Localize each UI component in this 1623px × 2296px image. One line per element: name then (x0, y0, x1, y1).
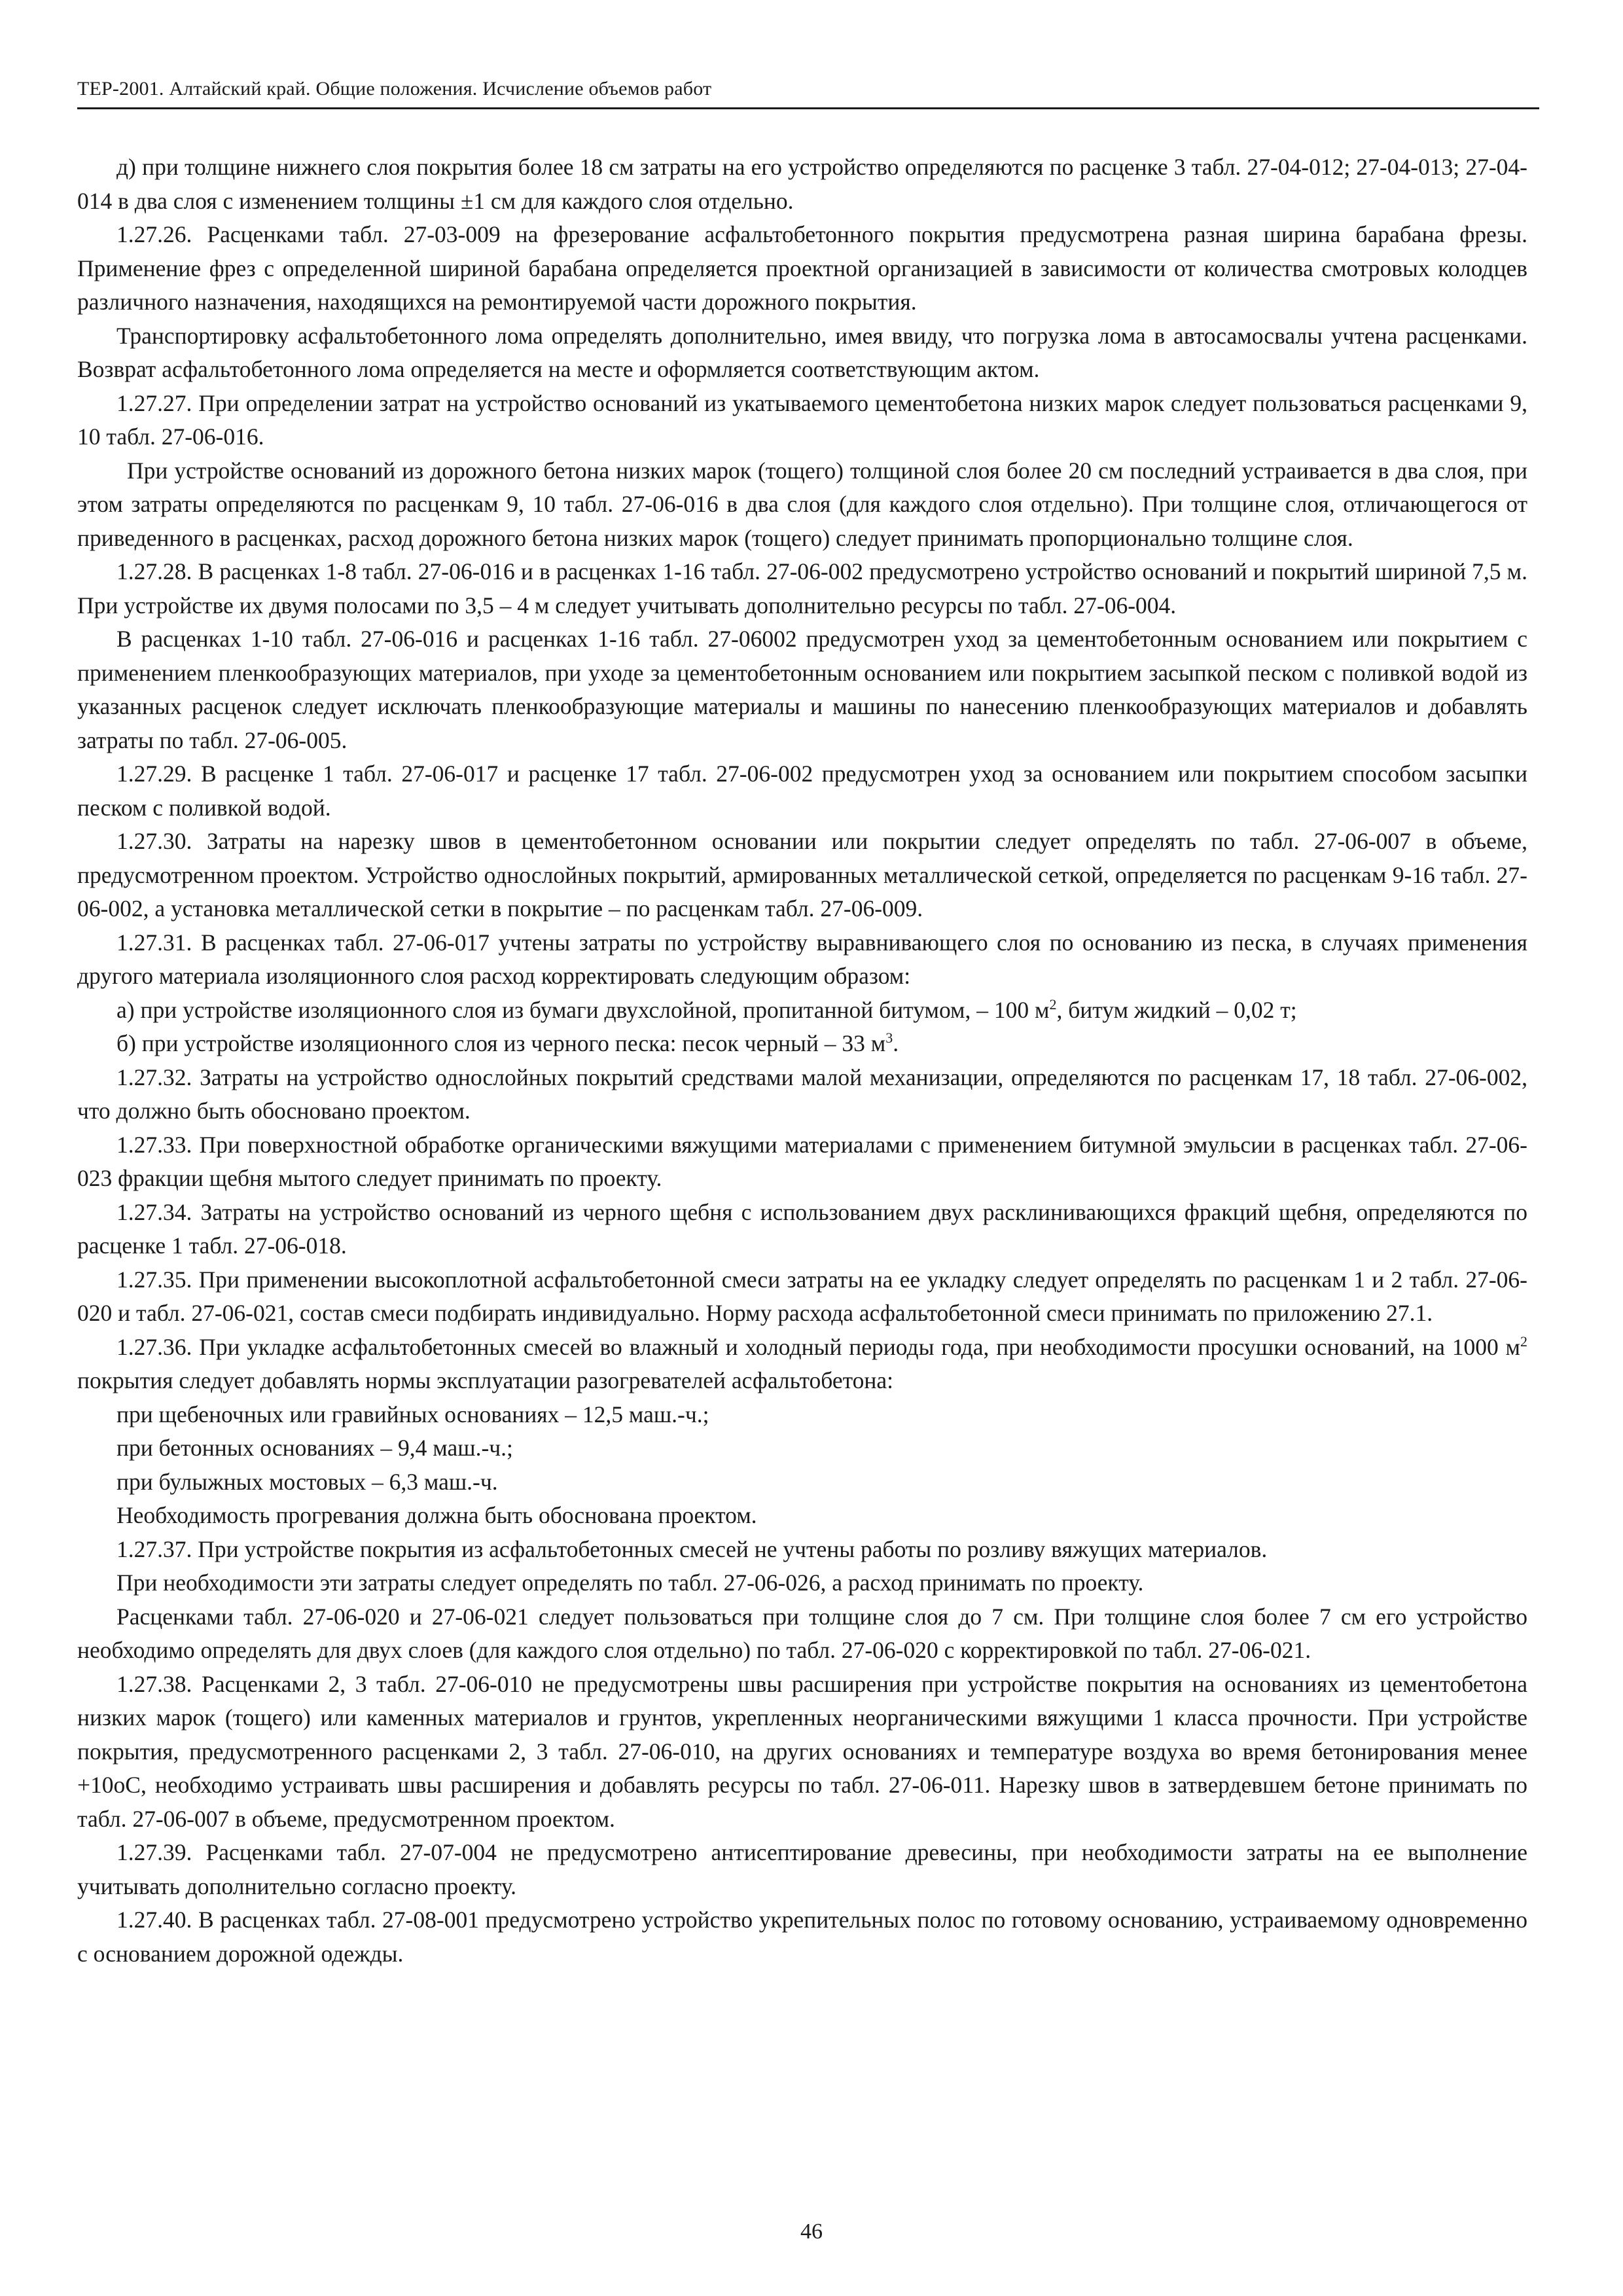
list-item-a (77, 994, 1527, 1028)
paragraph: 1.27.31. В расценках табл. 27-06-017 учтены затраты по устройству выравнивающего слоя по основанию из песка, в случаях применения другого материала изоляционного слоя расход корректировать следующим образом: (77, 929, 1527, 989)
paragraph: 1.27.38. Расценками 2, 3 табл. 27-06-010 не предусмотрены швы расширения при устройстве покрытия на основаниях из цементобетона низких марок (тощего) или каменных материалов и грунтов, укрепленных неорганическими вяжущими 1 класса прочности. При устройстве покрытия, предусмотренного расценками 2, 3 табл. 27-06-010, на других основаниях и температуре воздуха во время бетонирования менее +10оС, необходимо устраивать швы расширения и добавлять ресурсы по табл. 27-06-011. Нарезку швов в затвердевшем бетоне принимать по табл. 27-06-007 в объеме, предусмотренном проектом. (77, 1670, 1527, 1832)
paragraph: 1.27.27. При определении затрат на устройство оснований из укатываемого цементобетона низких марок следует пользоваться расценками 9, 10 табл. 27-06-016. (77, 389, 1527, 450)
paragraph: 1.27.29. В расценке 1 табл. 27-06-017 и расценке 17 табл. 27-06-002 предусмотрен уход за основанием или покрытием способом засыпки песком с поливкой водой. (77, 761, 1527, 821)
paragraph: 1.27.37. При устройстве покрытия из асфальтобетонных смесей не учтены работы по розливу вяжущих материалов. (116, 1535, 1268, 1562)
paragraph: При необходимости эти затраты следует определять по табл. 27-06-026, а расход принимать по проекту. (116, 1570, 1144, 1596)
paragraph: Расценками табл. 27-06-020 и 27-06-021 следует пользоваться при толщине слоя до 7 см. При толщине слоя более 7 см его устройство необходимо определять для двух слоев (для каждого слоя отдельно) по табл. 27-06-020 с корректировкой по табл. 27-06-021. (77, 1603, 1527, 1663)
paragraph: 1.27.32. Затраты на устройство однослойных покрытий средствами малой механизации, определяются по расценкам 17, 18 табл. 27-06-002, что должно быть обосновано проектом. (77, 1064, 1527, 1124)
paragraph: 1.27.28. В расценках 1-8 табл. 27-06-016 и в расценках 1-16 табл. 27-06-002 предусмотрено устройство оснований и покрытий шириной 7,5 м. При устройстве их двумя полосами по 3,5 – 4 м следует учитывать дополнительно ресурсы по табл. 27-06-004. (77, 558, 1527, 619)
paragraph: 1.27.30. Затраты на нарезку швов в цементобетонном основании или покрытии следует определять по табл. 27-06-007 в объеме, предусмотренном проектом. Устройство однослойных покрытий, армированных металлической сеткой, определяется по расценкам 9-16 табл. 27-06-002, а установка металлической сетки в покрытие – по расценкам табл. 27-06-009. (77, 828, 1527, 922)
paragraph-text: 1.27.36. При укладке асфальтобетонных смесей во влажный и холодный периоды года, при необходимости просушки оснований, на 1000 м (116, 1333, 1520, 1360)
superscript: 2 (1049, 996, 1057, 1013)
paragraph: при щебеночных или гравийных основаниях – 12,5 маш.-ч.; (116, 1401, 709, 1427)
paragraph: 1.27.40. В расценках табл. 27-08-001 предусмотрено устройство укрепительных полос по готовому основанию, устраиваемому одновременно с основанием дорожной одежды. (77, 1907, 1527, 1967)
paragraph: 1.27.26. Расценками табл. 27-03-009 на фрезерование асфальтобетонного покрытия предусмотрена разная ширина барабана фрезы. Применение фрез с определенной шириной барабана определяется проектной организацией в зависимости от количества смотровых колодцев различного назначения, находящихся на ремонтируемой части дорожного покрытия. (77, 221, 1527, 315)
paragraph: при булыжных мостовых – 6,3 маш.-ч. (116, 1468, 498, 1495)
list-item-b-tail: . (893, 1030, 899, 1056)
list-item-b-text: б) при устройстве изоляционного слоя из черного песка: песок черный – 33 м (116, 1030, 886, 1056)
list-item-b (77, 1027, 1527, 1061)
header-title: ТЕР-2001. Алтайский край. Общие положения. Исчисление объемов работ (77, 78, 712, 99)
paragraph: При устройстве оснований из дорожного бетона низких марок (тощего) толщиной слоя более 20 см последний устраивается в два слоя, при этом затраты определяются по расценкам 9, 10 табл. 27-06-016 в два слоя (для каждого слоя отдельно). При толщине слоя, отличающегося от приведенного в расценках, расход дорожного бетона низких марок (тощего) следует принимать пропорционально толщине слоя. (77, 457, 1527, 551)
list-item-a-text: а) при устройстве изоляционного слоя из бумаги двухслойной, пропитанной битумом, – 100 м (116, 996, 1050, 1023)
list-item-a-tail: , битум жидкий – 0,02 т; (1056, 996, 1297, 1023)
paragraph: 1.27.35. При применении высокоплотной асфальтобетонной смеси затраты на ее укладку следует определять по расценкам 1 и 2 табл. 27-06-020 и табл. 27-06-021, состав смеси подбирать индивидуально. Норму расхода асфальтобетонной смеси принимать по приложению 27.1. (77, 1266, 1527, 1326)
superscript: 2 (1520, 1333, 1527, 1350)
paragraph: Необходимость прогревания должна быть обоснована проектом. (116, 1502, 757, 1528)
paragraph: Транспортировку асфальтобетонного лома определять дополнительно, имея ввиду, что погрузка лома в автосамосвалы учтена расценками. Возврат асфальтобетонного лома определяется на месте и оформляется соответствующим актом. (77, 322, 1527, 382)
paragraph-1-27-36 (77, 1331, 1527, 1398)
paragraph: при бетонных основаниях – 9,4 маш.-ч.; (116, 1435, 513, 1461)
paragraph-tail: покрытия следует добавлять нормы эксплуатации разогревателей асфальтобетона: (77, 1367, 894, 1393)
page-number: 46 (800, 2219, 823, 2244)
superscript: 3 (885, 1030, 893, 1047)
page-header (77, 73, 1539, 109)
paragraph: В расценках 1-10 табл. 27-06-016 и расценках 1-16 табл. 27-06002 предусмотрен уход за цементобетонным основанием или покрытием с применением пленкообразующих материалов, при уходе за цементобетонным основанием или покрытием засыпкой песком с поливкой водой из указанных расценок следует исключать пленкообразующие материалы и машины по нанесению пленкообразующих материалов и добавлять затраты по табл. 27-06-005. (77, 626, 1527, 753)
paragraph: 1.27.34. Затраты на устройство оснований из черного щебня с использованием двух расклинивающихся фракций щебня, определяются по расценке 1 табл. 27-06-018. (77, 1198, 1527, 1259)
paragraph: 1.27.39. Расценками табл. 27-07-004 не предусмотрено антисептирование древесины, при необходимости затраты на ее выполнение учитывать дополнительно согласно проекту. (77, 1839, 1527, 1899)
paragraph: д) при толщине нижнего слоя покрытия более 18 см затраты на его устройство определяются по расценке 3 табл. 27-04-012; 27-04-013; 27-04-014 в два слоя с изменением толщины ±1 см для каждого слоя отдельно. (77, 154, 1527, 214)
paragraph: 1.27.33. При поверхностной обработке органическими вяжущими материалами с применением битумной эмульсии в расценках табл. 27-06-023 фракции щебня мытого следует принимать по проекту. (77, 1131, 1527, 1191)
document-body (77, 151, 1527, 1971)
